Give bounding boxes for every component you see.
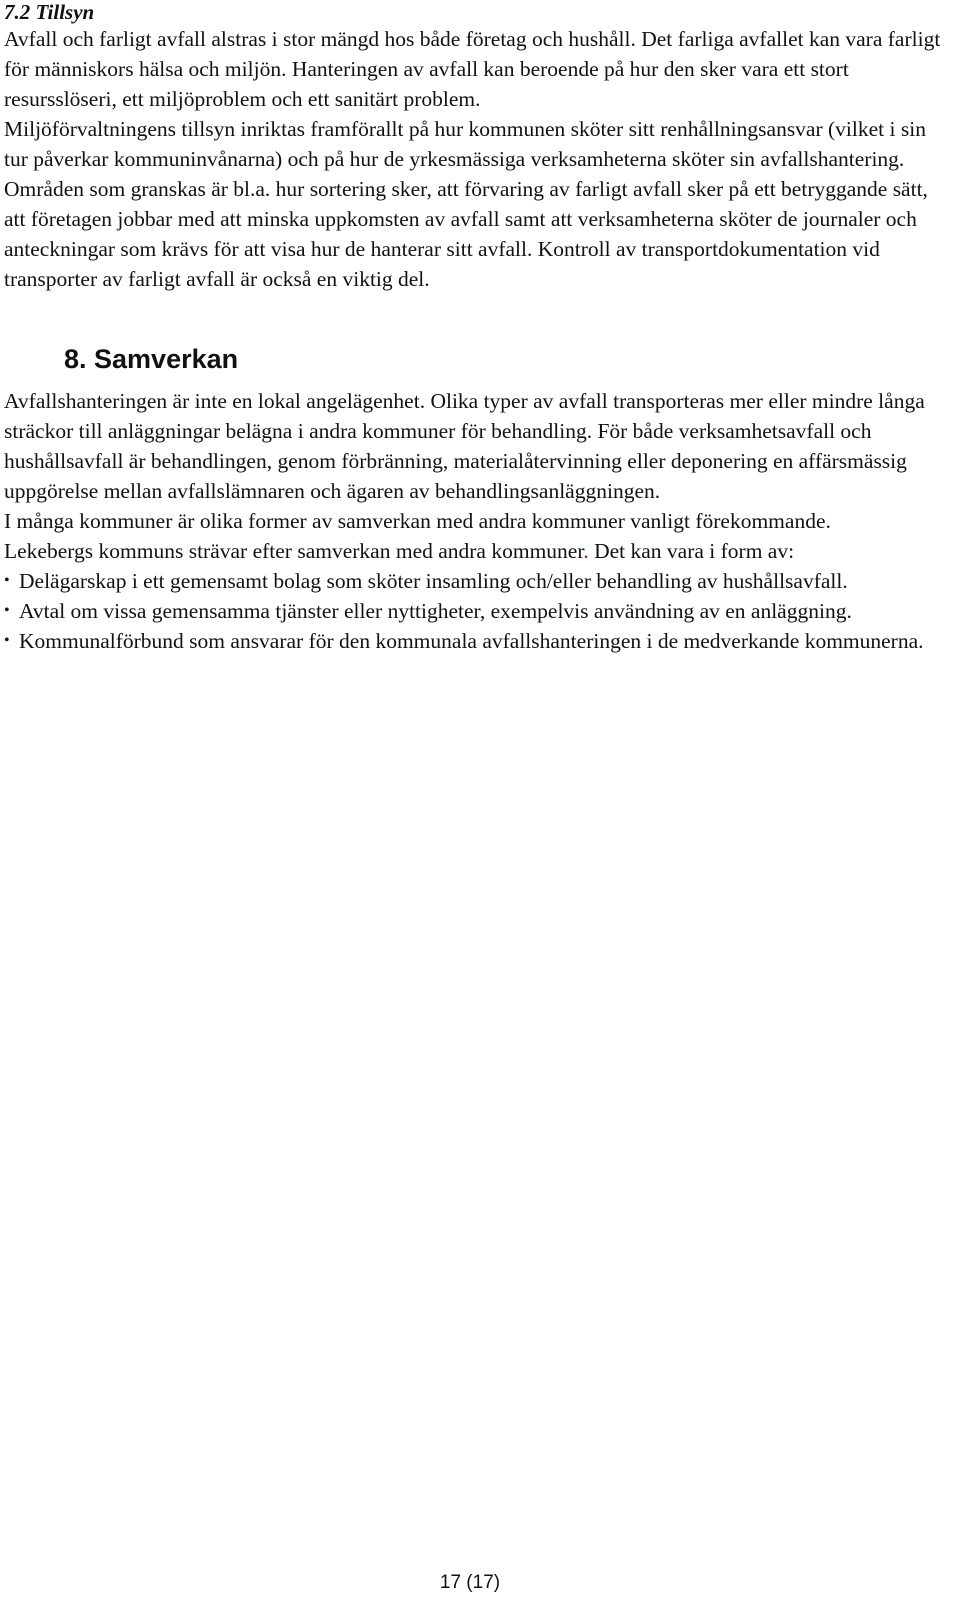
bullet-icon: • <box>4 572 10 589</box>
list-item <box>4 596 944 626</box>
list-item-text: Avtal om vissa gemensamma tjänster eller nyttigheter, exempelvis användning av en anläggning. <box>19 599 852 623</box>
list-item <box>4 566 944 596</box>
bullet-icon: • <box>4 602 10 619</box>
samverkan-paragraph-1: Avfallshanteringen är inte en lokal angelägenhet. Olika typer av avfall transporteras mer eller mindre långa sträckor till anläggningar belägna i andra kommuner för behandling. För både verksamhetsavfall och hushållsavfall är behandlingen, genom förbränning, materialåtervinning eller deponering en affärsmässig uppgörelse mellan avfallslämnaren och ägaren av behandlingsanläggningen. <box>4 389 925 503</box>
samverkan-body <box>4 386 944 656</box>
list-item <box>4 626 944 656</box>
red-period: . <box>583 539 589 563</box>
samverkan-bullet-list <box>4 566 944 656</box>
tillsyn-paragraph-1: Avfall och farligt avfall alstras i stor mängd hos både företag och hushåll. Det farliga avfallet kan vara farligt för människors hälsa och miljön. Hanteringen av avfall kan beroende på hur den sker vara ett stort resursslöseri, ett miljöproblem och ett sanitärt problem. <box>4 27 941 111</box>
samverkan-paragraph-3 <box>4 536 944 566</box>
list-item-text: Kommunalförbund som ansvarar för den kommunala avfallshanteringen i de medverkande kommunerna. <box>19 629 924 653</box>
tillsyn-paragraph-2: Miljöförvaltningens tillsyn inriktas framförallt på hur kommunen sköter sitt renhållningsansvar (vilket i sin tur påverkar kommuninvånarna) och på hur de yrkesmässiga verksamheterna sköter sin avfallshantering. Områden som granskas är bl.a. hur sortering sker, att förvaring av farligt avfall sker på ett betryggande sätt, att företagen jobbar med att minska uppkomsten av avfall samt att verksamheterna sköter de journaler och anteckningar som krävs för att visa hur de hanterar sitt avfall. Kontroll av transportdokumentation vid transporter av farligt avfall är också en viktig del. <box>4 117 928 291</box>
list-item-text: Delägarskap i ett gemensamt bolag som sköter insamling och/eller behandling av hushållsavfall. <box>19 569 848 593</box>
chapter-heading-samverkan: 8. Samverkan <box>64 344 239 374</box>
paragraph-3-end: Det kan vara i form av: <box>588 539 795 563</box>
section-heading-tillsyn: 7.2 Tillsyn <box>4 0 95 24</box>
page-number: 17 (17) <box>439 1572 501 1593</box>
document-page <box>4 0 944 656</box>
samverkan-paragraph-2: I många kommuner är olika former av samverkan med andra kommuner vanligt förekommande. <box>4 509 831 533</box>
bullet-icon: • <box>4 632 10 649</box>
paragraph-3-start: Lekebergs kommuns strävar efter samverkan med andra kommuner <box>4 539 584 563</box>
